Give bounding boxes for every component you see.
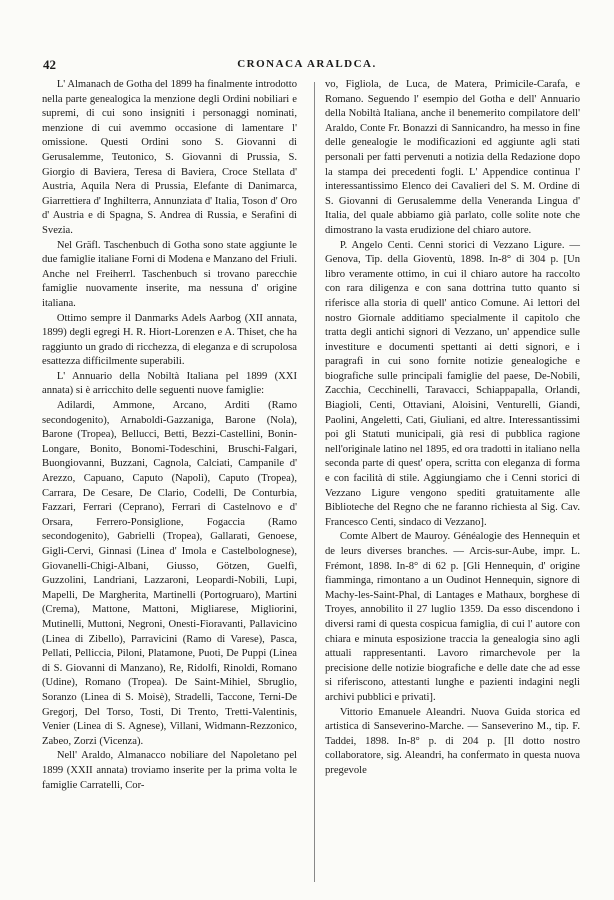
- paragraph-aleandri-sanseverino: Vittorio Emanuele Aleandri. Nuova Guida storica ed artistica di Sanseverino-Marche. — Sanseverino M., tip. F. Taddei, 1898. In-8° p. di 204 p. [Il dotto nostro collaboratore, sig. Aleandri, ha confermato in questa nuova pregevole: [325, 706, 580, 776]
- running-head: CRONACA ARALDCA.: [237, 58, 377, 70]
- page-number: 42: [43, 57, 56, 72]
- left-column: [42, 78, 297, 793]
- paragraph-almanach-gotha: L' Almanach de Gotha del 1899 ha finalmente introdotto nella parte genealogica la menzione degli Ordini nobiliari e supremi, di cui sono insigniti i personaggi nominati, menzione di cui avemmo occasione di lamentare l' omissione. Questi Ordini sono S. Giovanni di Gerusalemme, Teutonico, S. Giovanni di Prussia, S. Giorgio di Baviera, Teresa di Baviera, Croce Stellata d' Austria, Aquila Nera di Prussia, Elefante di Danimarca, Giarrettiera d' Inghilterra, Annunziata d' Italia, Toson d' Oro d' Austria e di Spagna, S. Andrea di Russia, e Serafini di Svezia.: [42, 79, 297, 236]
- paragraph-annuario-nobilta: L' Annuario della Nobiltà Italiana pel 1899 (XXI annata) si è arricchito delle seguenti nuove famiglie:: [42, 370, 297, 397]
- right-column: [325, 78, 580, 779]
- paragraph-family-list: Adilardi, Ammone, Arcano, Arditi (Ramo secondogenito), Arnaboldi-Gazzaniga, Barone (Nola), Barone (Tropea), Bellucci, Betti, Bezzi-Castellini, Bonin-Longare, Bonito, Bonomi-Todeschini, Bruschi-Falgari, Buongiovanni, Buzzani, Cagnola, Calciati, Campanile d' Arezzo, Capuano, Caputo (Napoli), Caputo (Tropea), Carrara, De Cesare, De Clario, Codelli, De Conturbia, Fazzari, Ferrari (Ceprano), Ferrari di Castelnovo e d' Orsara, Ferrero-Ponsiglione, Fogaccia (Ramo secondogenito), Gabrielli (Tropea), Gallarati, Genoese, Gigli-Cervi, Ginnasi (Linea d' Imola e Castelbolognese), Giovanelli-Chigi-Albani, Giusso, Götzen, Guelfi, Guzzolini, Landriani, Lazzaroni, Leopardi-Nobili, Lupi, Mapelli, De Margherita, Martinelli (Portogruaro), Martini (Crema), Mattone, Mattoni, Migliarese, Migliorini, Mutinelli, Muttoni, Negroni, Onesti-Fioravanti, Pallavicino (Linea di Zibello), Parravicini (Ramo di Varese), Pasca, Pellati, Pelliccia, Piloni, Platamone, Puoti, De Puppi (Linea di S. Giovanni di Manzano), Re, Ridolfi, Rinoldi, Romano (Udine), Romano (Tropea). De Saint-Mihiel, Sbruglio, Soranzo (Linea di S. Moisè), Stradelli, Taccone, Terni-De Gregorj, Del Torso, Tosti, Di Trento, Tretti-Valentinis, Venier (Linea di S. Agnese), Villani, Widmann-Rezzonico, Zabeo, Zorzi (Vicenza).: [42, 400, 297, 747]
- paragraph-danmarks-adels: Ottimo sempre il Danmarks Adels Aarbog (XII annata, 1899) degli egregi H. R. Hiort-Lorenzen e A. Thiset, che ha raggiunto un grado di ricchezza, di eleganza e di scrupolosa esattezza difficilmente superabili.: [42, 312, 297, 368]
- paragraph-mauroy-hennequin: Comte Albert de Mauroy. Généalogie des Hennequin et de leurs diverses branches. — Arcis-sur-Aube, impr. L. Frémont, 1898. In-8° di 62 p. [Gli Hennequin, d' origine fiamminga, rimontano a un Oudinot Hennequin, signore di Machy-les-Saint-Phal, di Lantages e Mathaux, borghese di Troyes, annobilito il 27 luglio 1359. Da esso discendono i diversi rami di questa cospicua famiglia, di cui l' autore con chiara e minuta esposizione traccia la genealogia sino agli attuali rappresentanti. Lavoro rimarchevole per la precisione delle notizie biografiche e delle date che ad esse si riferiscono, attestanti lunghe e pazienti indagini negli archivi pubblici e privati].: [325, 531, 580, 703]
- paragraph-centi-vezzano: P. Angelo Centi. Cenni storici di Vezzano Ligure. — Genova, Tip. della Gioventù, 1898. In-8° di 304 p. [Un libro veramente ottimo, in cui il chiaro autore ha raccolto con rara diligenza e con sana dottrina tutto quanto si riferisce alla storia di quell' antico Comune. Ai lettori del nostro Giornale additiamo specialmente il capitolo che tratta degli antichi signori di Vezzano, un' appendice sulle investiture e documenti spettanti ai detti signori, e i paragrafi in cui sono fornite notizie genealogiche e biografiche sulle principali famiglie del paese, De-Nobili, Zacchia, Cecchinelli, Taravacci, Schiappapalla, Orlandi, Biagioli, Centi, Ottaviani, Aloisini, Venturelli, Giandi, Paolini, Angeletti, Cati, Giuliani, ed altre. Interessantissimi poi gli Statuti municipali, già resi di pubblica ragione nell'originale latino nel 1895, ed ora tradotti in italiano nella seconda parte di quest' opera, scritta con eleganza di forma e con facilità di stile. Aggiungiamo che i Cenni storici di Vezzano Ligure vengono spediti gratuitamente alle Biblioteche del Regno che ne faranno richiesta al Sig. Cav. Francesco Centi, sindaco di Vezzano].: [325, 239, 580, 528]
- paragraph-grafl-taschenbuch: Nel Gräfl. Taschenbuch di Gotha sono state aggiunte le due famiglie italiane Forni di Modena e Manzano del Friuli. Anche nel Freiherrl. Taschenbuch si trovano parecchie famiglie nuovamente inserite, ma nessuna d' origine italiana.: [42, 239, 297, 309]
- paragraph-araldo-continued: vo, Figliola, de Luca, de Matera, Primicile-Carafa, e Romano. Seguendo l' esempio del Gotha e dell' Annuario della Nobiltà Italiana, anche il benemerito compilatore dell' Araldo, Conte Fr. Bonazzi di Sannicandro, ha messo in fine delle genealogie le modificazioni ed aggiunte agli stati personali per fatti pervenuti a notizia della Redazione dopo la stampa dei precedenti fogli. L' Appendice continua l' interessantissimo Elenco dei Cavalieri del S. M. Ordine di S. Giovanni di Gerusalemme della Veneranda Lingua d' Italia, del quale abbiamo già parlato, colle solite note che dimostrano la vasta erudizione del chiaro autore.: [325, 79, 580, 236]
- paragraph-araldo: Nell' Araldo, Almanacco nobiliare del Napoletano pel 1899 (XXII annata) troviamo inserite per la prima volta le famiglie Carratelli, Cor-: [42, 750, 297, 791]
- column-divider: [314, 82, 315, 882]
